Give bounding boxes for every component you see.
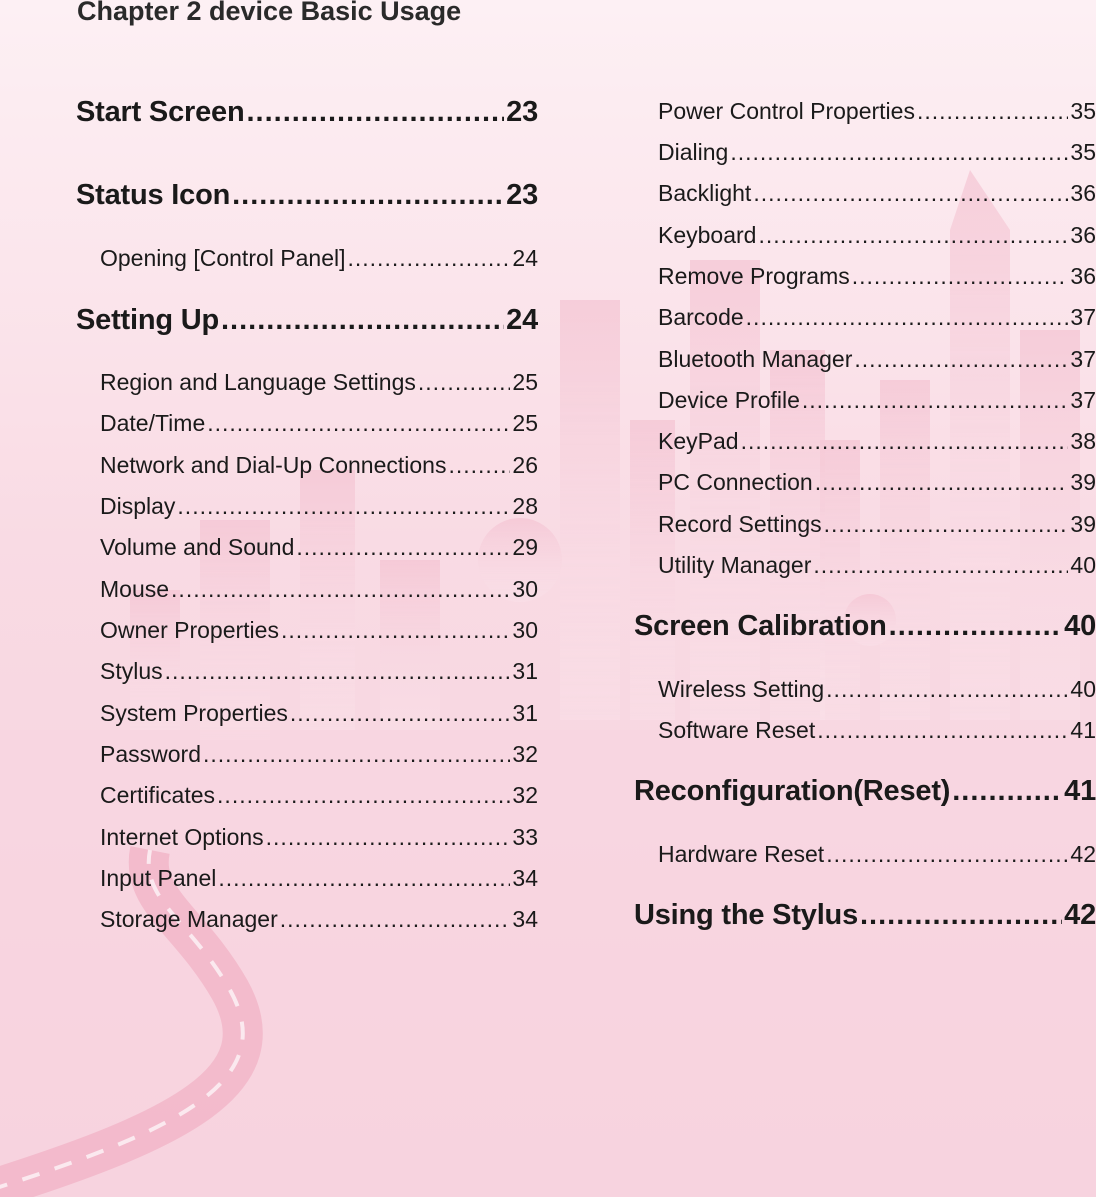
toc-page-number: 24 <box>512 245 538 271</box>
toc-subsection-entry[interactable] <box>100 700 538 727</box>
toc-entry-title: Record Settings <box>658 511 822 537</box>
toc-entry-title: Setting Up <box>76 304 219 336</box>
toc-leader-dots <box>826 676 1068 703</box>
toc-entry-title: Remove Programs <box>658 263 850 289</box>
toc-page-number: 35 <box>1070 98 1096 124</box>
toc-entry-title: Password <box>100 741 201 767</box>
toc-leader-dots <box>281 617 510 644</box>
toc-page-number: 37 <box>1070 304 1096 330</box>
toc-entry-title: Stylus <box>100 658 163 684</box>
toc-entry-title: Certificates <box>100 782 216 808</box>
toc-page-number: 30 <box>512 617 538 643</box>
toc-subsection-entry[interactable] <box>100 493 538 520</box>
toc-subsection-entry[interactable] <box>658 346 1096 373</box>
toc-subsection-entry[interactable] <box>100 369 538 396</box>
toc-entry-title: Keyboard <box>658 222 757 248</box>
toc-page-number: 23 <box>506 96 538 128</box>
toc-leader-dots <box>826 841 1068 868</box>
toc-leader-dots <box>266 824 511 851</box>
toc-subsection-entry[interactable] <box>100 534 538 561</box>
toc-page-number: 40 <box>1064 610 1096 642</box>
toc-page-number: 37 <box>1070 346 1096 372</box>
toc-subsection-entry[interactable] <box>100 824 538 851</box>
toc-entry-title: Bluetooth Manager <box>658 346 853 372</box>
toc-page-number: 24 <box>506 304 538 336</box>
toc-leader-dots <box>802 387 1069 414</box>
toc-subsection-entry[interactable] <box>100 906 538 933</box>
toc-leader-dots <box>203 741 510 768</box>
toc-page-number: 42 <box>1070 841 1096 867</box>
toc-leader-dots <box>165 658 511 685</box>
toc-leader-dots <box>813 552 1068 579</box>
toc-entry-title: Network and Dial-Up Connections <box>100 452 447 478</box>
toc-page-number: 35 <box>1070 139 1096 165</box>
toc-entry-title: Region and Language Settings <box>100 369 416 395</box>
toc-page-number: 32 <box>512 782 538 808</box>
toc-subsection-entry[interactable] <box>658 304 1096 331</box>
toc-entry-title: Backlight <box>658 180 752 206</box>
toc-entry-title: System Properties <box>100 700 288 726</box>
toc-leader-dots <box>746 304 1069 331</box>
toc-subsection-entry[interactable] <box>100 782 538 809</box>
toc-page-number: 40 <box>1070 676 1096 702</box>
toc-page-number: 25 <box>512 410 538 436</box>
toc-leader-dots <box>753 180 1068 207</box>
toc-section-entry[interactable] <box>76 304 538 337</box>
toc-leader-dots <box>860 899 1062 932</box>
toc-page-number: 36 <box>1070 222 1096 248</box>
toc-subsection-entry[interactable] <box>658 552 1096 579</box>
toc-entry-title: Using the Stylus <box>634 899 858 931</box>
toc-subsection-entry[interactable] <box>658 222 1096 249</box>
toc-page-number: 34 <box>512 865 538 891</box>
toc-entry-title: Wireless Setting <box>658 676 825 702</box>
toc-page-number: 36 <box>1070 180 1096 206</box>
toc-leader-dots <box>815 469 1069 496</box>
toc-entry-title: Storage Manager <box>100 906 278 932</box>
toc-page-number: 38 <box>1070 428 1096 454</box>
toc-page-number: 29 <box>512 534 538 560</box>
toc-subsection-entry[interactable] <box>658 98 1096 125</box>
toc-subsection-entry[interactable] <box>100 576 538 603</box>
toc-entry-title: KeyPad <box>658 428 739 454</box>
toc-page-number: 28 <box>512 493 538 519</box>
toc-entry-title: Device Profile <box>658 387 800 413</box>
toc-subsection-entry[interactable] <box>658 263 1096 290</box>
toc-entry-title: Dialing <box>658 139 729 165</box>
toc-section-entry[interactable] <box>634 775 1096 808</box>
toc-entry-title: Date/Time <box>100 410 206 436</box>
toc-page-number: 31 <box>512 658 538 684</box>
toc-page-number: 33 <box>512 824 538 850</box>
toc-leader-dots <box>296 534 510 561</box>
toc-entry-title: Power Control Properties <box>658 98 915 124</box>
toc-subsection-entry[interactable] <box>658 469 1096 496</box>
toc-subsection-entry[interactable] <box>658 511 1096 538</box>
toc-page-number: 31 <box>512 700 538 726</box>
toc-entry-title: Opening [Control Panel] <box>100 245 346 271</box>
toc-entry-title: Start Screen <box>76 96 245 128</box>
toc-leader-dots <box>817 717 1068 744</box>
toc-leader-dots <box>854 346 1068 373</box>
toc-page-number: 34 <box>512 906 538 932</box>
toc-leader-dots <box>232 179 504 212</box>
toc-entry-title: Software Reset <box>658 717 816 743</box>
toc-leader-dots <box>218 865 510 892</box>
toc-leader-dots <box>290 700 511 727</box>
toc-entry-title: Display <box>100 493 176 519</box>
toc-page-number: 41 <box>1064 775 1096 807</box>
toc-page-number: 40 <box>1070 552 1096 578</box>
toc-leader-dots <box>889 610 1062 643</box>
toc-subsection-entry[interactable] <box>658 841 1096 868</box>
toc-section-entry[interactable] <box>634 610 1096 643</box>
toc-leader-dots <box>246 96 504 129</box>
toc-leader-dots <box>952 775 1062 808</box>
toc-leader-dots <box>348 245 511 272</box>
toc-page-number: 39 <box>1070 469 1096 495</box>
toc-leader-dots <box>221 304 504 337</box>
toc-leader-dots <box>917 98 1068 125</box>
toc-entry-title: Reconfiguration(Reset) <box>634 775 951 807</box>
toc-leader-dots <box>448 452 510 479</box>
toc-section-entry[interactable] <box>76 96 538 129</box>
toc-subsection-entry[interactable] <box>658 676 1096 703</box>
toc-leader-dots <box>824 511 1069 538</box>
toc-entry-title: Hardware Reset <box>658 841 825 867</box>
toc-leader-dots <box>852 263 1069 290</box>
toc-entry-title: Mouse <box>100 576 170 602</box>
toc-page-number: 42 <box>1064 899 1096 931</box>
toc-page-number: 32 <box>512 741 538 767</box>
toc-leader-dots <box>280 906 511 933</box>
toc-page-number: 26 <box>512 452 538 478</box>
toc-entry-title: Barcode <box>658 304 744 330</box>
toc-subsection-entry[interactable] <box>100 410 538 437</box>
toc-section-entry[interactable] <box>634 899 1096 932</box>
toc-subsection-entry[interactable] <box>100 245 538 272</box>
toc-subsection-entry[interactable] <box>100 741 538 768</box>
toc-entry-title: Volume and Sound <box>100 534 295 560</box>
toc-entry-title: Utility Manager <box>658 552 812 578</box>
chapter-title: Chapter 2 device Basic Usage <box>77 0 462 26</box>
toc-page-number: 39 <box>1070 511 1096 537</box>
toc-entry-title: Input Panel <box>100 865 217 891</box>
toc-leader-dots <box>207 410 510 437</box>
toc-page-number: 36 <box>1070 263 1096 289</box>
toc-page-number: 37 <box>1070 387 1096 413</box>
toc-section-entry[interactable] <box>76 179 538 212</box>
toc-subsection-entry[interactable] <box>100 865 538 892</box>
toc-subsection-entry[interactable] <box>658 428 1096 455</box>
toc-page-number: 41 <box>1070 717 1096 743</box>
toc-leader-dots <box>217 782 510 809</box>
toc-leader-dots <box>171 576 510 603</box>
toc-entry-title: PC Connection <box>658 469 813 495</box>
toc-subsection-entry[interactable] <box>658 180 1096 207</box>
toc-entry-title: Owner Properties <box>100 617 279 643</box>
toc-subsection-entry[interactable] <box>658 717 1096 744</box>
toc-page-number: 25 <box>512 369 538 395</box>
toc-entry-title: Status Icon <box>76 179 231 211</box>
toc-leader-dots <box>741 428 1069 455</box>
toc-subsection-entry[interactable] <box>100 658 538 685</box>
toc-leader-dots <box>418 369 511 396</box>
toc-page-number: 23 <box>506 179 538 211</box>
toc-leader-dots <box>177 493 510 520</box>
toc-subsection-entry[interactable] <box>100 452 538 479</box>
toc-entry-title: Screen Calibration <box>634 610 887 642</box>
toc-leader-dots <box>730 139 1068 166</box>
toc-subsection-entry[interactable] <box>100 617 538 644</box>
toc-leader-dots <box>758 222 1068 249</box>
toc-entry-title: Internet Options <box>100 824 264 850</box>
toc-subsection-entry[interactable] <box>658 387 1096 414</box>
toc-page-number: 30 <box>512 576 538 602</box>
toc-subsection-entry[interactable] <box>658 139 1096 166</box>
